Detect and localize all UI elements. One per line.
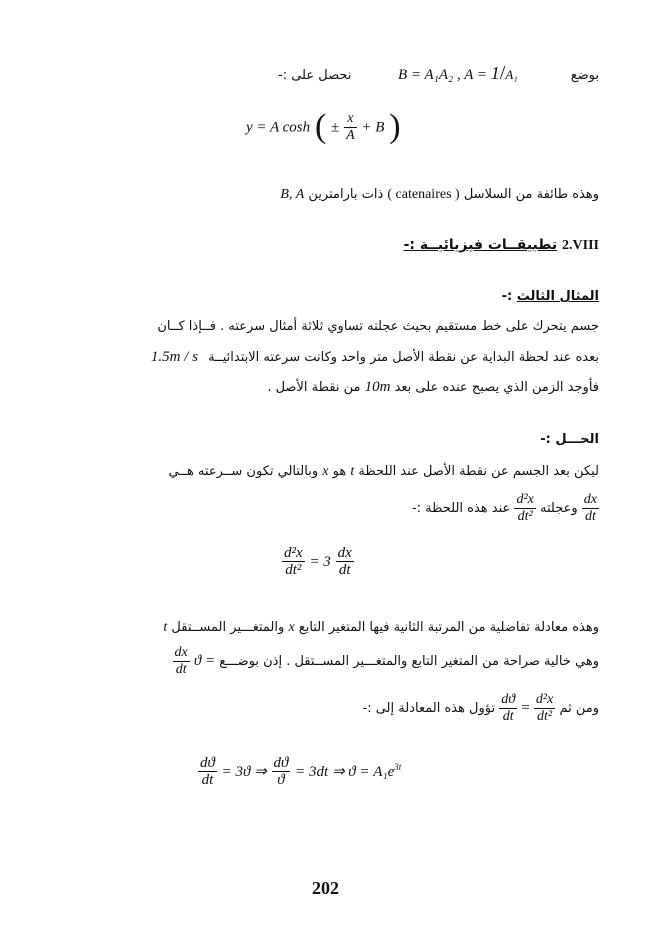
math-b-a: B = A₁A₂ , A = — [398, 67, 491, 83]
equation-1: $\frac{\text{d²x}}{\text{dt²}}$ = 3 $\frac{dx}{dt}$ — [284, 545, 352, 578]
catenaires-line: وهذه طائفة من السلاسل ( catenaires ) ذات بارامترين B, A — [280, 187, 599, 202]
eq-pm: ± — [331, 119, 340, 136]
solution-line-5: ومن ثم $\frac{\text{d²x}}{\text{dt²}}$ = $\frac{dϑ}{dt}$ تؤول هذه المعادلة إلى :- — [362, 692, 599, 724]
eq-left: y = A cosh — [246, 119, 311, 136]
text-bewada: بوضع — [570, 68, 599, 83]
example-title: المثال الثالث :- — [501, 289, 599, 304]
eq-frac: $\frac{x}{A}$ — [346, 110, 355, 143]
eq-tail: + B — [361, 119, 385, 136]
line1 — [571, 64, 599, 83]
problem-line-3: فأوجد الزمن الذي يصبح عنده على بعد 10m من نقطة الأصل . — [267, 379, 599, 395]
solution-line-4: وهي خالية صراحة من المتغير التابع والمتغـــير المســتقل . إذن بوضـــع ϑ = $\frac{dx}{dt}$ — [174, 645, 599, 677]
equation-cosh: y = A cosh ( ± $\frac{x}{A}$ + B ) — [246, 108, 401, 145]
math-def: B = A₁A₂ , A = 1/A₁ — [398, 62, 518, 84]
solution-line-2: $\frac{dx}{dt}$ وعجلته $\frac{\text{d²x}}{\text{dt²}}$ عند هذه اللحظة :- — [411, 492, 597, 524]
frac-den: A₁ — [505, 67, 518, 82]
problem-line-2: بعده عند لحظة البداية عن نقطة الأصل متر واحد وكانت سرعته الابتدائيــة 1.5m / s — [150, 349, 599, 365]
solution-title: الحـــل :- — [540, 432, 599, 447]
solution-line-3: وهذه معادلة تفاضلية من المرتبة الثانية فيها المتغير التابع x والمتغـــير المســتقل t — [163, 620, 599, 635]
section-heading: VIII2. تطبيقــات فيزيائيــة :- — [403, 237, 599, 253]
problem-line-1: جسم يتحرك على خط مستقيم بحيث عجلته تساوي ثلاثة أمثال سرعته . فــإذا كــان — [157, 319, 599, 334]
page-number: 202 — [312, 878, 339, 898]
equation-2: $\frac{dϑ}{dt}$ = 3ϑ ⇒ $\frac{dϑ}{ϑ}$ = 3dt ⇒ $ϑ = A_1e^{3t}$ — [200, 755, 402, 788]
frac-num: 1 — [490, 63, 500, 83]
text-nahsul: نحصل على :- — [278, 68, 352, 83]
solution-line-1: ليكن بعد الجسم عن نقطة الأصل عند اللحظة t هو x وبالتالي تكون ســرعته هــي — [168, 464, 599, 479]
